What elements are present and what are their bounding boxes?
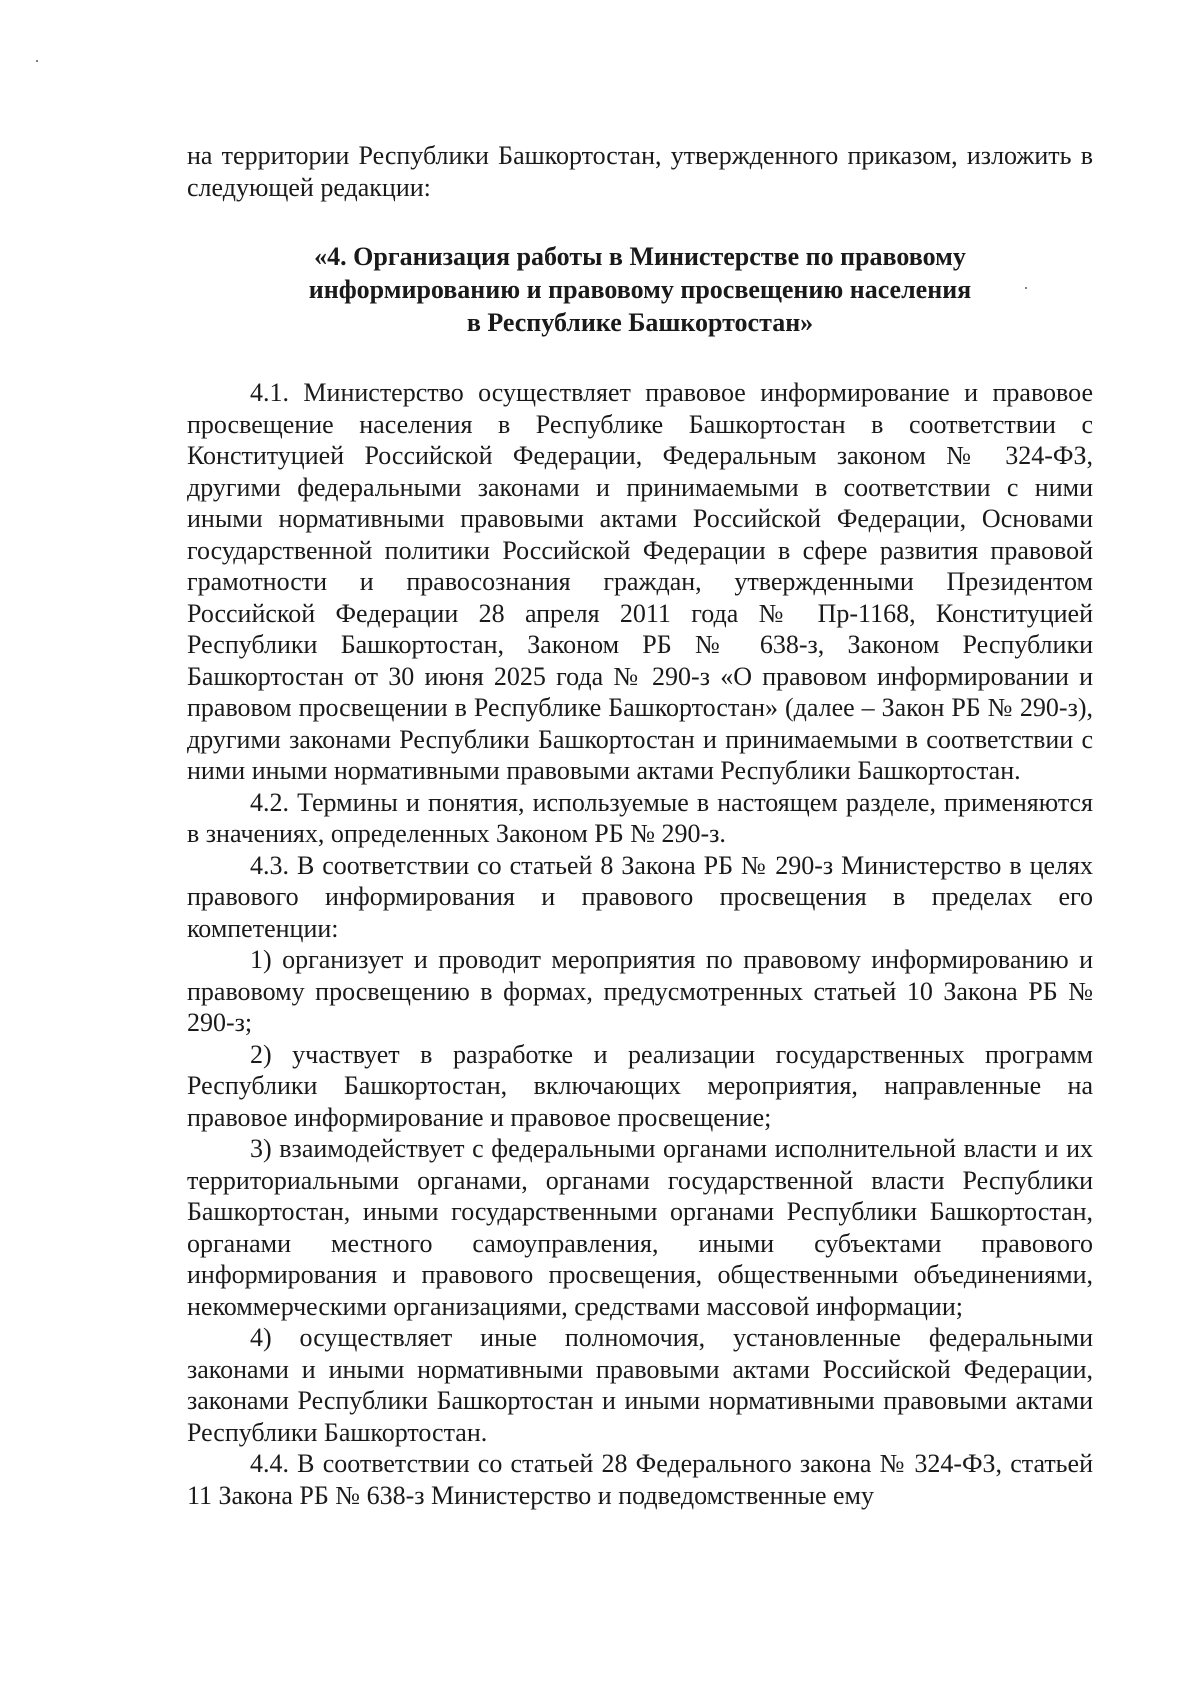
section-heading-line: в Республике Башкортостан» [466,308,814,337]
list-item-3: 3) взаимодействует с федеральными органами исполнительной власти и их территориальными органами, органами государственной власти Республики Башкортостан, иными государственными органами Республики Башкортостан, органами местного самоуправления, иными субъектами правового информирования и правового просвещения, общественными объединениями, некоммерческими организациями, средствами массовой информации; [187,1134,1093,1321]
list-item-1: 1) организует и проводит мероприятия по правовому информированию и правовому просвещению в формах, предусмотренных статьей 10 Закона РБ № 290-з; [187,945,1093,1037]
paragraph-4-2: 4.2. Термины и понятия, используемые в настоящем разделе, применяются в значениях, определенных Законом РБ № 290-з. [187,787,1093,848]
list-item-4: 4) осуществляет иные полномочия, установленные федеральными законами и иными нормативными правовыми актами Российской Федерации, законами Республики Башкортостан и иными нормативными правовыми актами Республики Башкортостан. [187,1323,1093,1447]
paragraph-4-1: 4.1. Министерство осуществляет правовое информирование и правовое просвещение населения в Республике Башкортостан в соответствии с Конституцией Российской Федерации, Федеральным законом № 324-ФЗ, другими федеральными законами и принимаемыми в соответствии с ними иными нормативными правовыми актами Российской Федерации, Основами государственной политики Российской Федерации в сфере развития правовой грамотности и правосознания граждан, утвержденными Президентом Российской Федерации 28 апреля 2011 года № Пр-1168, Конституцией Республики Башкортостан, Законом РБ № 638-з, Законом Республики Башкортостан от 30 июня 2025 года № 290-з «О правовом информировании и правовом просвещении в Республике Башкортостан» (далее – Закон РБ № 290-з), другими законами Республики Башкортостан и принимаемыми в соответствии с ними иными нормативными правовыми актами Республики Башкортостан. [187,378,1093,785]
intro-paragraph: на территории Республики Башкортостан, утвержденного приказом, изложить в следующей редакции: [187,141,1093,202]
list-item-2: 2) участвует в разработке и реализации государственных программ Республики Башкортостан, включающих мероприятия, направленные на правовое информирование и правовое просвещение; [187,1039,1093,1132]
section-heading-line: «4. Организация работы в Министерстве по правовому [314,242,966,271]
document-body [187,140,1093,1511]
paragraph-4-4: 4.4. В соответствии со статьей 28 Федерального закона № 324-ФЗ, статьей 11 Закона РБ № 638-з Министерство и подведомственные ему [187,1449,1093,1510]
scan-speck [36,60,38,62]
section-heading-line: информированию и правовому просвещению населения [308,275,972,304]
paragraph-4-3: 4.3. В соответствии со статьей 8 Закона РБ № 290-з Министерство в целях правового информирования и правового просвещения в пределах его компетенции: [187,850,1093,943]
section-heading [187,240,1093,339]
